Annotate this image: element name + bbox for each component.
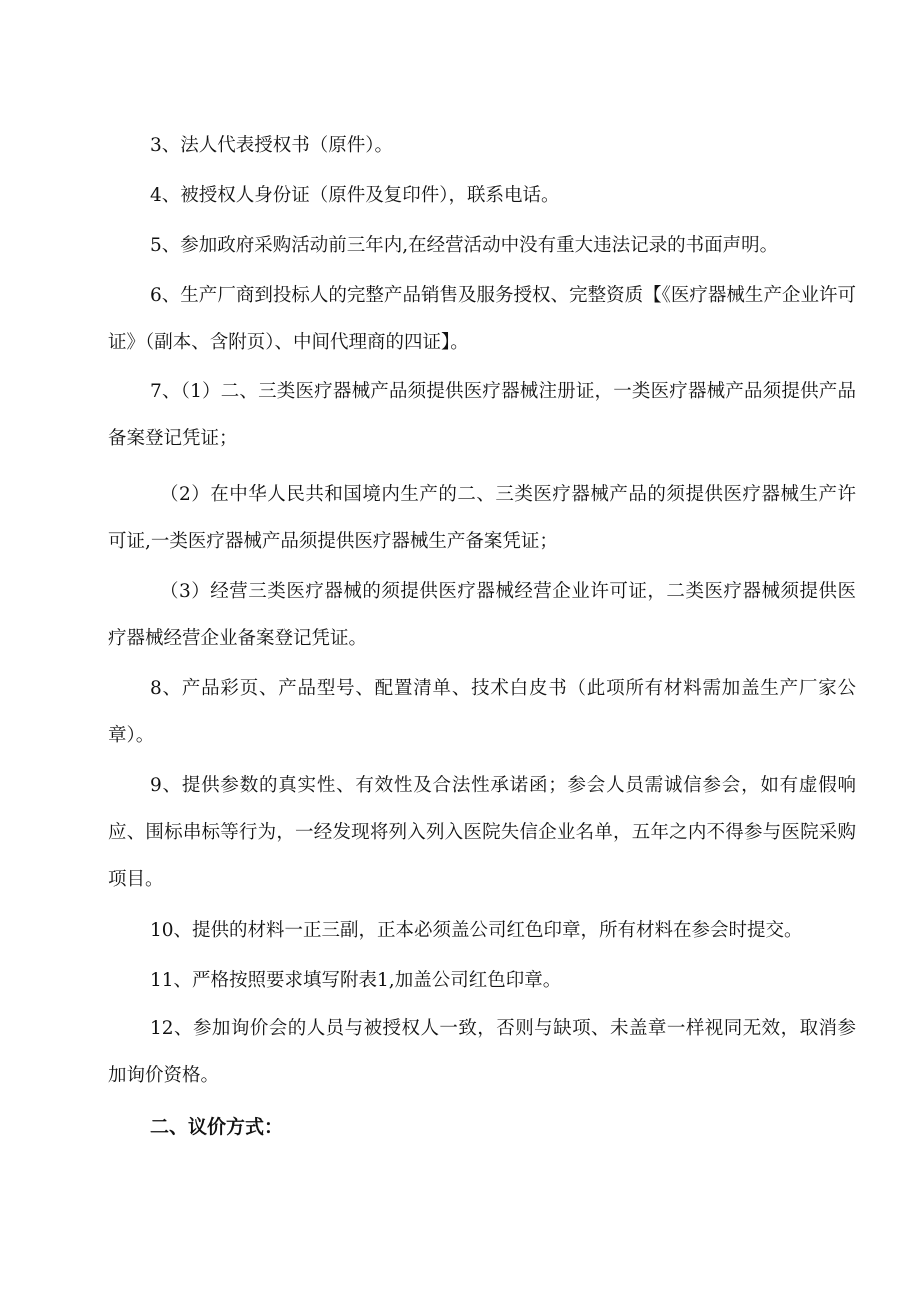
item-11-text: 11、严格按照要求填写附表1,加盖公司红色印章。 <box>150 970 562 991</box>
item-8-text: 8、产品彩页、产品型号、配置清单、技术白皮书（此项所有材料需加盖生产厂家公章）。 <box>108 678 856 746</box>
item-10-text: 10、提供的材料一正三副，正本必须盖公司红色印章，所有材料在参会时提交。 <box>150 920 803 941</box>
item-9-text: 9、提供参数的真实性、有效性及合法性承诺函；参会人员需诚信参会，如有虚假响应、围标串标等行为，一经发现将列入列入医院失信企业名单，五年之内不得参与医院采购项目。 <box>108 775 856 890</box>
item-7-3-text: （3）经营三类医疗器械的须提供医疗器械经营企业许可证，二类医疗器械须提供医疗器械经营企业备案登记凭证。 <box>108 581 856 649</box>
item-4-text: 4、被授权人身份证（原件及复印件），联系电话。 <box>150 185 560 206</box>
item-7-1-text: 7、（1）二、三类医疗器械产品须提供医疗器械注册证，一类医疗器械产品须提供产品备案登记凭证； <box>108 381 856 449</box>
item-7-2-text: （2）在中华人民共和国境内生产的二、三类医疗器械产品的须提供医疗器械生产许可证,一类医疗器械产品须提供医疗器械生产备案凭证； <box>108 484 856 552</box>
item-3-text: 3、法人代表授权书（原件）。 <box>150 135 394 156</box>
section-heading: 二、议价方式： <box>150 1116 284 1138</box>
item-6-text: 6、生产厂商到投标人的完整产品销售及服务授权、完整资质【《医疗器械生产企业许可证》（副本、含附页）、中间代理商的四证】。 <box>108 285 856 353</box>
item-5-text: 5、参加政府采购活动前三年内,在经营活动中没有重大违法记录的书面声明。 <box>150 235 779 256</box>
item-12-text: 12、参加询价会的人员与被授权人一致，否则与缺项、未盖章一样视同无效，取消参加询价资格。 <box>108 1018 856 1086</box>
